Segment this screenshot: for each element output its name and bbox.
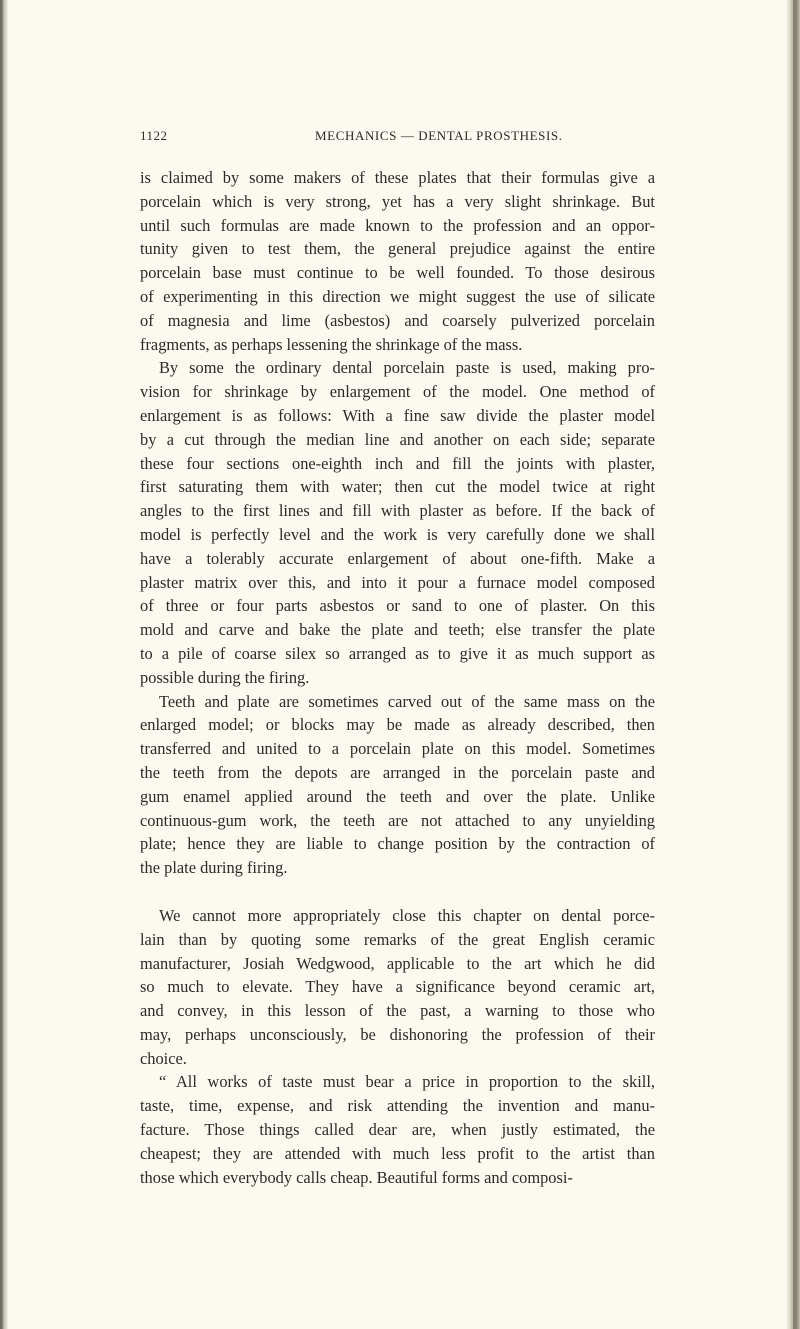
text-line: tunity given to test them, the general prejudice against the entire [140, 239, 655, 259]
text-line: is claimed by some makers of these plates that their formulas give a [140, 168, 655, 187]
text-line: porcelain which is very strong, yet has a very slight shrinkage. But [140, 191, 655, 211]
text-line: have a tolerably accurate enlargement of about one-fifth. Make a [140, 548, 655, 568]
page-binding-shadow [793, 0, 796, 1329]
text-line: those which everybody calls cheap. Beautiful forms and composi- [140, 1167, 573, 1187]
text-line: of three or four parts asbestos or sand to one of plaster. On this [140, 596, 655, 616]
text-line: the plate during firing. [140, 858, 288, 878]
text-line: lain than by quoting some remarks of the great English ceramic [140, 929, 655, 949]
text-line: so much to elevate. They have a significance beyond ceramic art, [140, 977, 655, 997]
text-line: transferred and united to a porcelain plate on this model. Sometimes [140, 739, 655, 759]
text-line: We cannot more appropriately close this chapter on dental porce- [159, 905, 655, 925]
text-line: by a cut through the median line and another on each side; separate [140, 429, 655, 449]
text-line: plaster matrix over this, and into it pour a furnace model composed [140, 572, 655, 592]
text-line: of magnesia and lime (asbestos) and coarsely pulverized porcelain [140, 310, 655, 330]
text-line: first saturating them with water; then cut the model twice at right [140, 477, 655, 497]
text-line: fragments, as perhaps lessening the shrinkage of the mass. [140, 334, 523, 354]
body-text [140, 166, 655, 1189]
text-line: vision for shrinkage by enlargement of the model. One method of [140, 382, 655, 402]
text-line: porcelain base must continue to be well founded. To those desirous [140, 263, 655, 283]
text-line: By some the ordinary dental porcelain paste is used, making pro- [159, 358, 655, 378]
paragraph-closing-remarks [140, 904, 655, 1071]
text-line: model is perfectly level and the work is very carefully done we shall [140, 524, 655, 544]
text-line: facture. Those things called dear are, when justly estimated, the [140, 1120, 655, 1140]
text-line: possible during the firing. [140, 667, 310, 687]
text-line: of experimenting in this direction we might suggest the use of silicate [140, 286, 655, 306]
page-left-edge [0, 0, 8, 1329]
page-number: 1122 [140, 128, 168, 143]
paragraph-continuation [140, 166, 655, 356]
text-line: enlarged model; or blocks may be made as already described, then [140, 715, 655, 735]
text-line: the teeth from the depots are arranged in the porcelain paste and [140, 762, 655, 782]
text-line: Teeth and plate are sometimes carved out of the same mass on the [159, 691, 655, 711]
text-line: enlargement is as follows: With a fine saw divide the plaster model [140, 405, 655, 425]
page-header [140, 128, 660, 148]
text-line: “ All works of taste must bear a price in proportion to the skill, [159, 1072, 655, 1092]
text-line: plate; hence they are liable to change position by the contraction of [140, 834, 655, 854]
text-line: these four sections one-eighth inch and fill the joints with plaster, [140, 453, 655, 473]
text-line: cheapest; they are attended with much less profit to the artist than [140, 1143, 655, 1163]
text-line: choice. [140, 1048, 187, 1068]
text-line: and convey, in this lesson of the past, a warning to those who [140, 1001, 655, 1021]
text-line: taste, time, expense, and risk attending the invention and manu- [140, 1096, 655, 1116]
text-line: may, perhaps unconsciously, be dishonoring the profession of their [140, 1024, 655, 1044]
text-line: until such formulas are made known to the profession and an oppor- [140, 215, 655, 235]
text-line: to a pile of coarse silex so arranged as to give it as much support as [140, 643, 655, 663]
paragraph-enlargement-method [140, 356, 655, 689]
text-line: mold and carve and bake the plate and teeth; else transfer the plate [140, 620, 655, 640]
text-line: manufacturer, Josiah Wedgwood, applicable to the art which he did [140, 953, 655, 973]
text-line: continuous-gum work, the teeth are not attached to any unyielding [140, 810, 655, 830]
paragraph-carved-teeth [140, 690, 655, 880]
text-line: angles to the first lines and fill with plaster as before. If the back of [140, 501, 655, 521]
paragraph-wedgwood-quote [140, 1070, 655, 1189]
text-line: gum enamel applied around the teeth and over the plate. Unlike [140, 786, 655, 806]
running-head: MECHANICS — DENTAL PROSTHESIS. [315, 128, 563, 143]
